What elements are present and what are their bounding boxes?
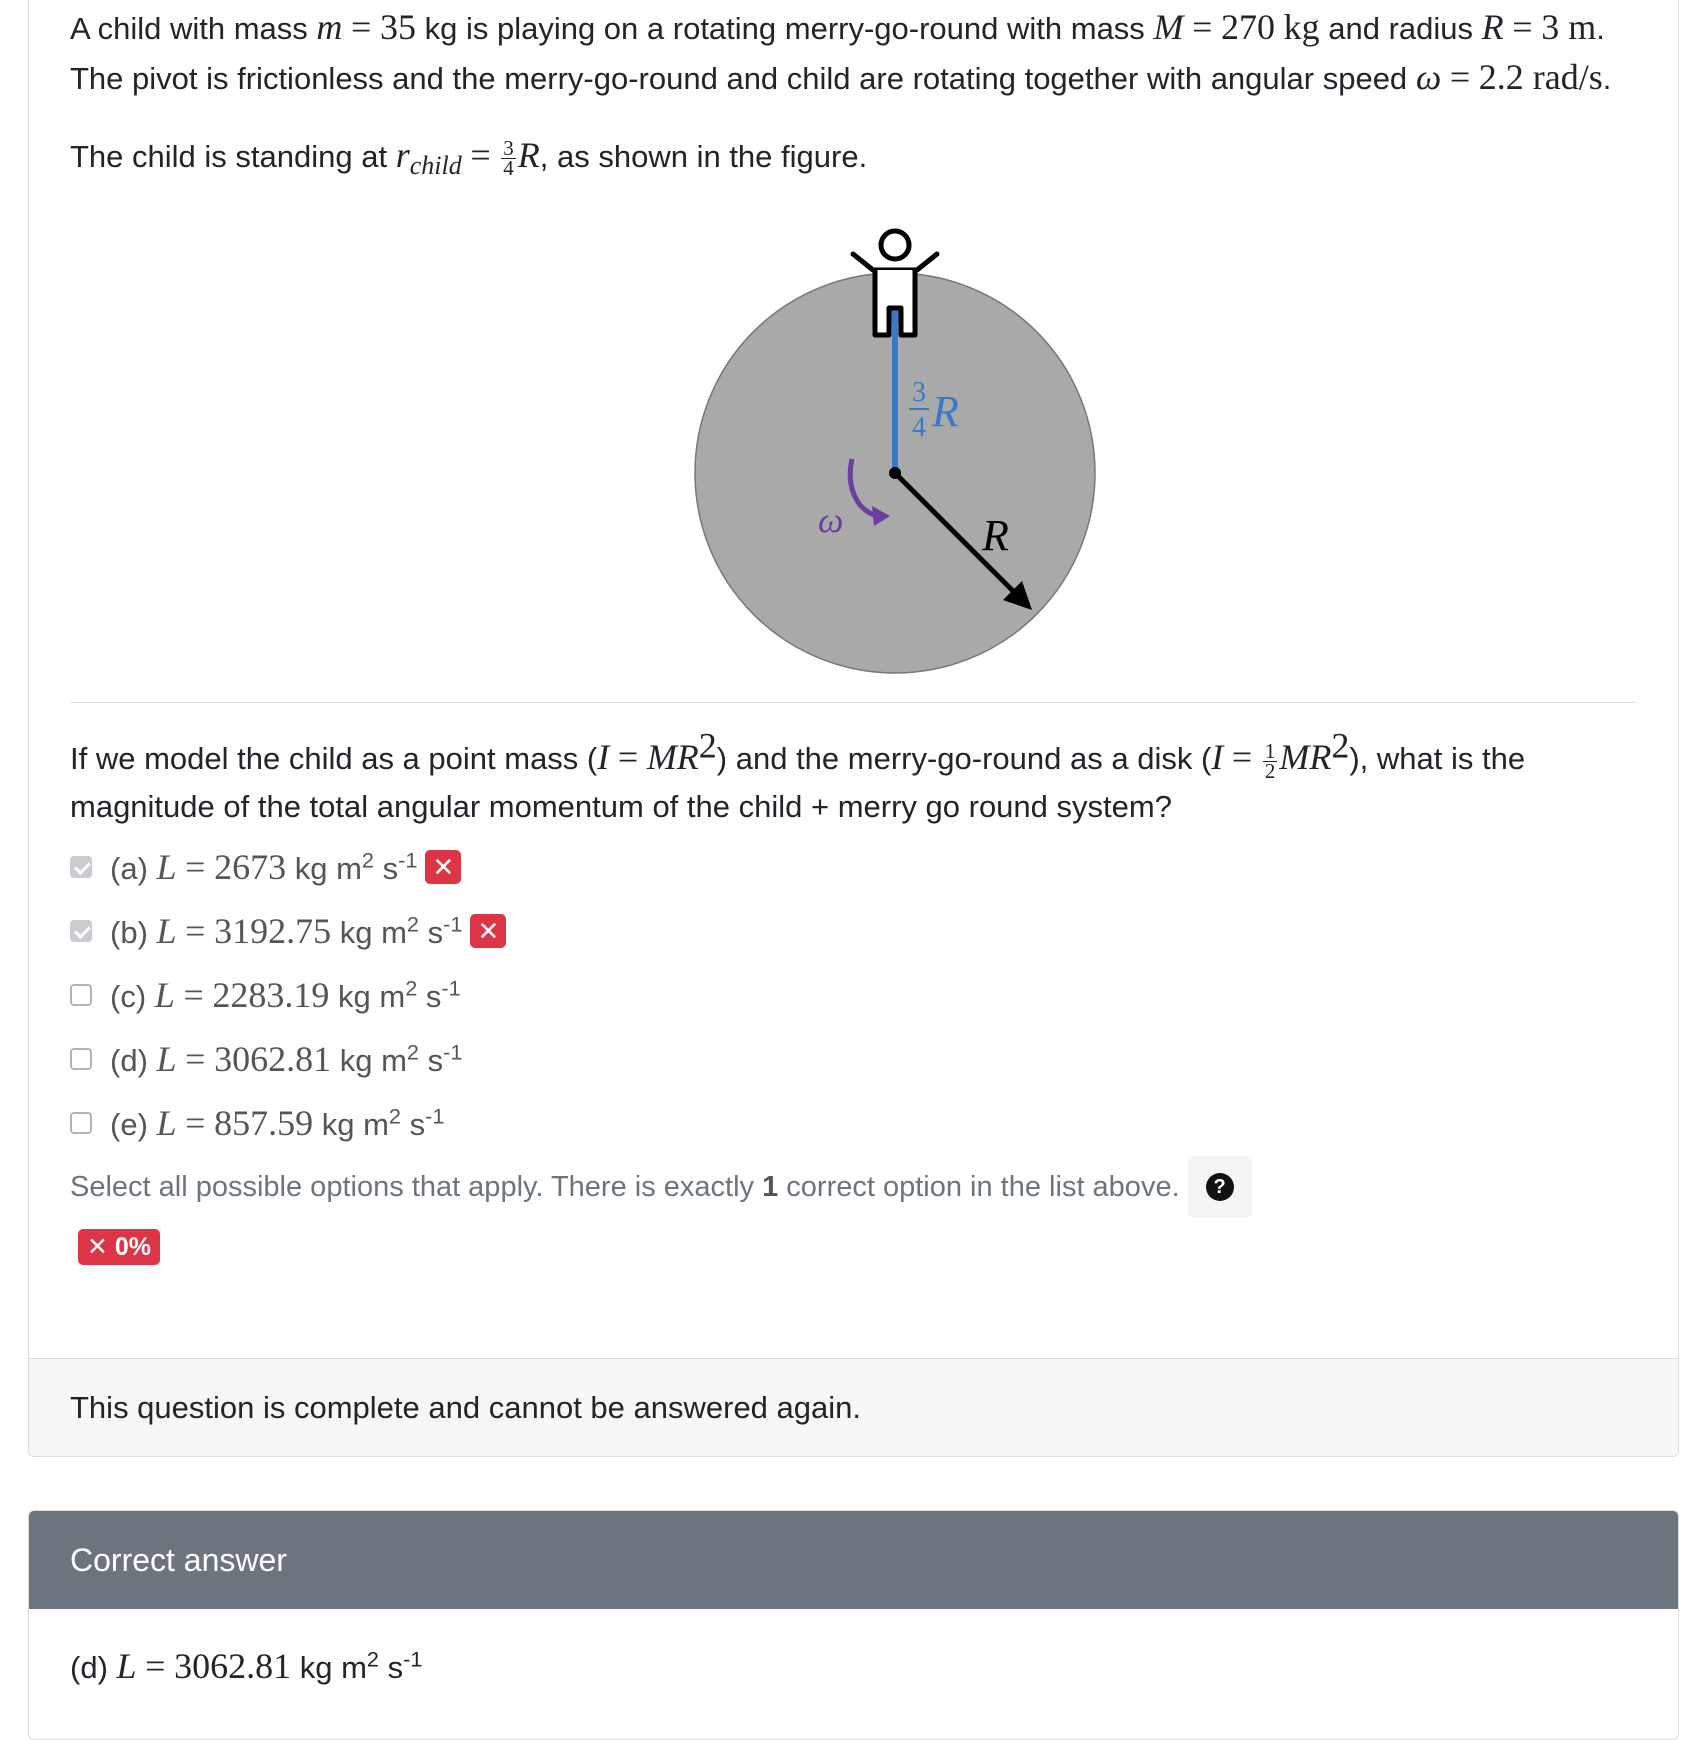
omega-label: ω bbox=[818, 500, 844, 541]
option-d[interactable] bbox=[70, 1027, 1637, 1091]
option-c[interactable] bbox=[70, 963, 1637, 1027]
selection-hint: Select all possible options that apply. There is exactly 1 correct option in the list above. ? bbox=[70, 1155, 1637, 1219]
radius-label: R bbox=[982, 511, 1009, 561]
child-position-statement: The child is standing at $r_{child}$ = $\frac{3}{4}$ R, as shown in the figure. bbox=[70, 135, 868, 181]
question-card bbox=[28, 0, 1679, 1457]
option-b[interactable] bbox=[70, 899, 1637, 963]
score-badge: ✕ 0% bbox=[78, 1229, 160, 1265]
option-d-checkbox[interactable] bbox=[70, 1048, 92, 1070]
frac-r-label: R bbox=[932, 387, 959, 437]
option-b-checkbox[interactable] bbox=[70, 920, 92, 942]
option-a[interactable] bbox=[70, 835, 1637, 899]
question-prompt: If we model the child as a point mass $(I = MR^2)$ and the merry-go-round as a disk (I = $\frac{1}{2}$ $MR^2$), what is the magnitude of the total angular momentum of the child + merry go round system? bbox=[70, 725, 1526, 825]
correct-answer-value: (d) L = 3062.81 kg $m^2$ $s^{-1}$ bbox=[70, 1646, 423, 1686]
frac-den-label: 4 bbox=[912, 412, 926, 444]
question-mark-icon: ? bbox=[1206, 1173, 1234, 1201]
option-a-label: (a) L = 2673 kg $m^2$ $s^{-1}$ bbox=[110, 847, 418, 888]
option-a-checkbox[interactable] bbox=[70, 856, 92, 878]
option-b-label: (b) L = 3192.75 kg $m^2$ $s^{-1}$ bbox=[110, 911, 463, 952]
option-a-wrong-badge: ✕ bbox=[425, 850, 461, 884]
help-button[interactable] bbox=[1188, 1156, 1252, 1218]
option-e[interactable] bbox=[70, 1091, 1637, 1155]
option-e-label: (e) L = 857.59 kg $m^2$ $s^{-1}$ bbox=[110, 1103, 445, 1144]
option-c-checkbox[interactable] bbox=[70, 984, 92, 1006]
merry-go-round-figure bbox=[70, 190, 1637, 700]
frac-num-label: 3 bbox=[912, 377, 926, 409]
option-e-checkbox[interactable] bbox=[70, 1112, 92, 1134]
option-b-wrong-badge: ✕ bbox=[470, 914, 506, 948]
option-d-label: (d) L = 3062.81 kg $m^2$ $s^{-1}$ bbox=[110, 1039, 463, 1080]
options-list bbox=[70, 835, 1637, 1155]
problem-statement: A child with mass m = 35 kg is playing on a rotating merry-go-round with mass M = 270 kg and radius R = 3 m. The pivot is frictionless and the merry-go-round and child are rotating together with angular speed ω = 2.2 rad/s. bbox=[70, 7, 1612, 97]
completion-footer: This question is complete and cannot be answered again. bbox=[29, 1358, 1678, 1456]
option-c-label: (c) L = 2283.19 kg $m^2$ $s^{-1}$ bbox=[110, 975, 461, 1016]
correct-answer-header: Correct answer bbox=[29, 1511, 1678, 1609]
correct-answer-card bbox=[28, 1510, 1679, 1740]
